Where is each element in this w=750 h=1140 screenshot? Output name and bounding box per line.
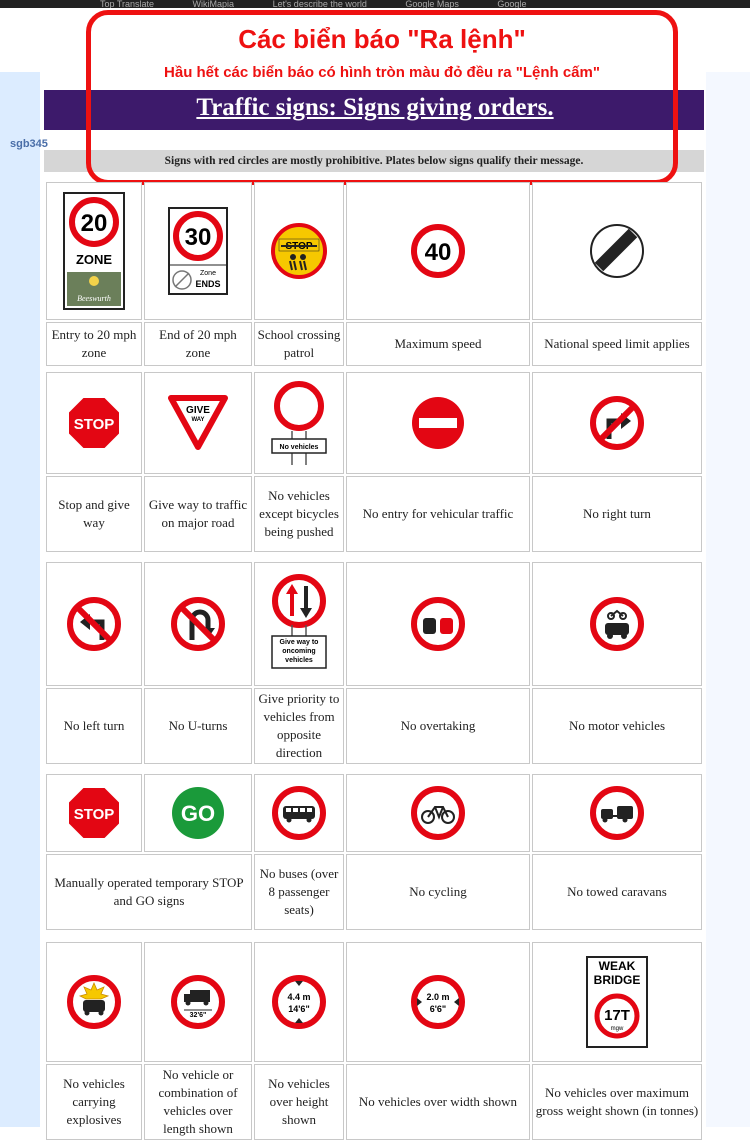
svg-text:WAY: WAY [191, 417, 205, 423]
svg-text:WEAK: WEAK [598, 959, 636, 973]
width-limit-icon [410, 974, 466, 1030]
sign-label: No vehicles over height shown [254, 1064, 344, 1140]
svg-text:Zone: Zone [200, 270, 216, 277]
svg-text:2.0 m: 2.0 m [426, 992, 450, 1002]
topbar-link[interactable]: WikiMapia [192, 0, 235, 8]
no-towed-caravans-icon [589, 785, 645, 841]
stop-sign-icon [66, 395, 122, 451]
sign-label: Give priority to vehicles from opposite direction [254, 688, 344, 764]
give-way-sign-icon [168, 395, 228, 451]
sign-label: No towed caravans [532, 854, 702, 930]
no-vehicles-sign-icon [268, 379, 330, 467]
sign-label: Manually operated temporary STOP and GO signs [46, 854, 252, 930]
zone-20-sign-icon [63, 192, 125, 310]
sign-label: No motor vehicles [532, 688, 702, 764]
page-tab-label[interactable]: sgb345 [10, 138, 48, 150]
sign-cell [346, 774, 530, 852]
sign-cell [532, 372, 702, 474]
sign-cell [144, 774, 252, 852]
weak-bridge-sign-icon [586, 956, 648, 1048]
go-sign-icon [170, 785, 226, 841]
sign-cell [532, 562, 702, 686]
sign-label: No right turn [532, 476, 702, 552]
svg-text:ZONE: ZONE [75, 252, 113, 267]
sign-cell [346, 942, 530, 1062]
svg-text:Beeswurth: Beeswurth [77, 294, 111, 303]
no-explosives-icon [66, 974, 122, 1030]
svg-text:No vehicles: No vehicles [279, 444, 319, 451]
sign-label: No left turn [46, 688, 142, 764]
no-motor-vehicles-icon [589, 596, 645, 652]
sign-cell [532, 942, 702, 1062]
sign-cell [346, 182, 530, 320]
svg-text:30: 30 [184, 224, 212, 251]
national-speed-limit-icon [589, 223, 645, 279]
svg-text:BRIDGE: BRIDGE [593, 973, 641, 987]
topbar-link[interactable]: Google [497, 0, 527, 8]
svg-text:17T: 17T [604, 1007, 630, 1024]
topbar-link[interactable]: Top Translate [100, 0, 155, 8]
sign-cell [532, 774, 702, 852]
sign-cell [254, 774, 344, 852]
max-speed-40-sign-icon [410, 223, 466, 279]
school-patrol-sign-icon [271, 223, 327, 279]
sign-label: No vehicles over maximum gross weight shown (in tonnes) [532, 1064, 702, 1140]
annotation-title: Các biển báo "Ra lệnh" [238, 24, 526, 54]
svg-text:GIVE: GIVE [186, 405, 210, 416]
sign-label: No vehicles carrying explosives [46, 1064, 142, 1140]
no-cycling-icon [410, 785, 466, 841]
sign-cell [346, 372, 530, 474]
sign-label: Entry to 20 mph zone [46, 322, 142, 366]
svg-text:6'6": 6'6" [429, 1004, 447, 1014]
sign-label: End of 20 mph zone [144, 322, 252, 366]
svg-text:40: 40 [424, 239, 452, 266]
priority-plate-text: Give way to oncoming vehicles [279, 639, 319, 664]
sign-cell [46, 562, 142, 686]
svg-text:STOP: STOP [73, 416, 115, 433]
topbar-link[interactable]: Google Maps [405, 0, 459, 8]
no-left-turn-icon [66, 596, 122, 652]
sign-cell [254, 562, 344, 686]
svg-text:mgw: mgw [610, 1026, 624, 1032]
sign-label: No U-turns [144, 688, 252, 764]
no-long-vehicles-icon [170, 974, 226, 1030]
annotation-subtitle: Hầu hết các biển báo có hình tròn màu đỏ đều ra "Lệnh cấm" [164, 64, 600, 81]
height-limit-icon [271, 974, 327, 1030]
no-buses-icon [271, 785, 327, 841]
no-u-turn-icon [170, 596, 226, 652]
sign-label: Give way to traffic on major road [144, 476, 252, 552]
page-subtitle: Signs with red circles are mostly prohibitive. Plates below signs qualify their message. [44, 150, 704, 172]
svg-text:ENDS: ENDS [195, 279, 221, 289]
right-sidebar [706, 72, 750, 1127]
no-right-turn-icon [589, 395, 645, 451]
sign-cell [144, 562, 252, 686]
sign-label: No vehicle or combination of vehicles over length shown [144, 1064, 252, 1140]
sign-label: Stop and give way [46, 476, 142, 552]
sign-label: National speed limit applies [532, 322, 702, 366]
sign-cell [46, 774, 142, 852]
sign-cell [46, 942, 142, 1062]
sign-label: No entry for vehicular traffic [346, 476, 530, 552]
topbar-links [100, 0, 660, 8]
sign-cell [144, 182, 252, 320]
end-zone-30-sign-icon [168, 207, 228, 295]
sign-cell [46, 372, 142, 474]
sign-cell [346, 562, 530, 686]
sign-label: No vehicles except bicycles being pushed [254, 476, 344, 552]
svg-text:14'6": 14'6" [288, 1004, 310, 1014]
sign-label: No buses (over 8 passenger seats) [254, 854, 344, 930]
sign-cell [254, 372, 344, 474]
sign-cell [254, 182, 344, 320]
topbar-link[interactable]: Let's describe the world [272, 0, 367, 8]
give-priority-sign-icon [268, 574, 330, 674]
sign-label: School crossing patrol [254, 322, 344, 366]
svg-text:GO: GO [180, 801, 216, 826]
sign-cell [254, 942, 344, 1062]
sign-cell [532, 182, 702, 320]
sign-label: No cycling [346, 854, 530, 930]
sign-cell [144, 372, 252, 474]
svg-text:32'6": 32'6" [189, 1012, 207, 1019]
no-overtaking-icon [410, 596, 466, 652]
sign-label: No vehicles over width shown [346, 1064, 530, 1140]
sign-cell [46, 182, 142, 320]
svg-text:4.4 m: 4.4 m [287, 992, 311, 1002]
sign-cell [144, 942, 252, 1062]
no-entry-sign-icon [410, 395, 466, 451]
left-sidebar [0, 72, 40, 1127]
svg-text:STOP: STOP [73, 806, 115, 823]
svg-text:20: 20 [80, 210, 108, 237]
sign-label: Maximum speed [346, 322, 530, 366]
page-title: Traffic signs: Signs giving orders. [196, 94, 554, 121]
sign-label: No overtaking [346, 688, 530, 764]
temporary-stop-sign-icon [66, 785, 122, 841]
